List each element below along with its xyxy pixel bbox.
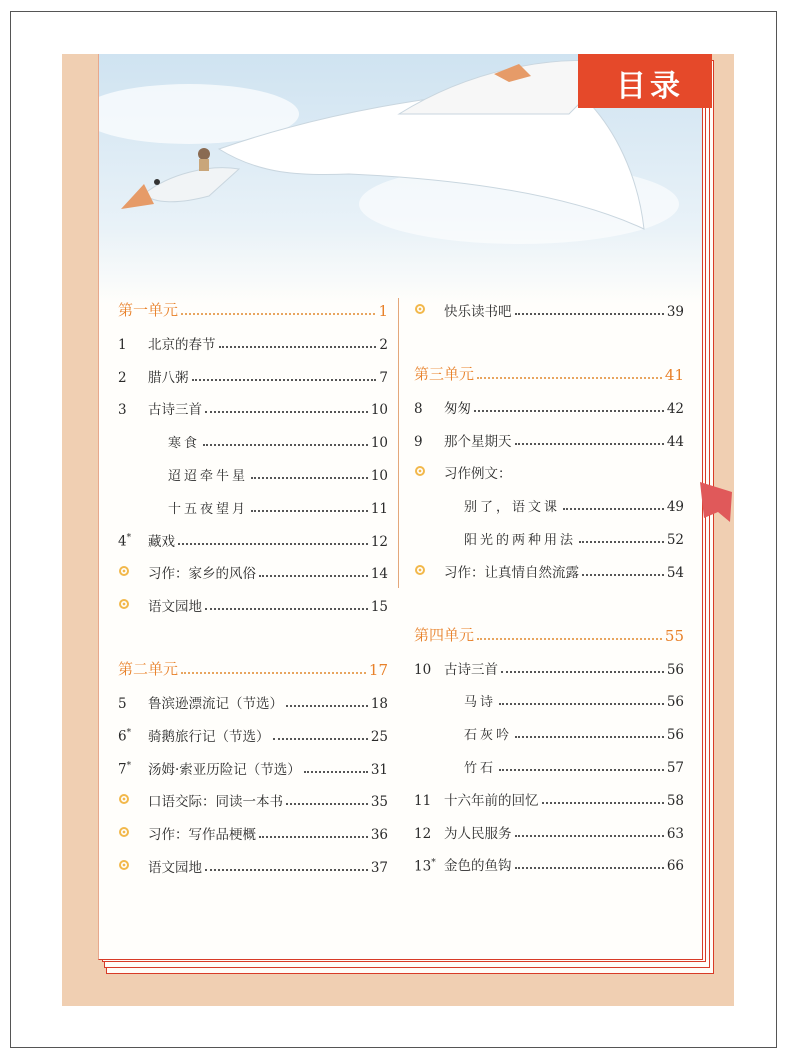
dot-leader <box>203 443 368 446</box>
toc-entry[interactable] <box>118 394 388 418</box>
entry-title: 石灰吟 <box>464 728 513 744</box>
dot-leader <box>259 574 368 577</box>
entry-title: 快乐读书吧 <box>444 304 512 320</box>
toc-entry[interactable] <box>414 491 684 515</box>
toc-entry[interactable] <box>118 721 388 745</box>
page-number: 66 <box>666 858 684 875</box>
toc-entry[interactable] <box>414 719 684 743</box>
lesson-number: 2 <box>118 369 127 386</box>
dot-leader <box>178 542 368 545</box>
dot-leader <box>304 770 368 773</box>
page-number: 44 <box>666 433 684 450</box>
page-number: 11 <box>370 500 388 517</box>
dot-leader <box>474 409 664 412</box>
entry-title: 汤姆·索亚历险记（节选） <box>148 761 301 778</box>
entry-title: 腊八粥 <box>148 369 189 386</box>
toc-unit-heading[interactable] <box>118 655 388 679</box>
toc-entry[interactable] <box>118 362 388 386</box>
entry-title: 习作：让真情自然流露 <box>444 564 579 581</box>
dot-leader <box>477 376 662 379</box>
page-number: 49 <box>666 499 684 516</box>
optional-star: * <box>126 533 132 544</box>
dot-leader <box>515 442 664 445</box>
toc-unit-heading[interactable] <box>414 360 684 384</box>
bullet-icon <box>118 790 148 810</box>
entry-title: 习作例文： <box>444 466 512 483</box>
entry-title: 第二单元 <box>118 660 179 679</box>
page-number: 63 <box>666 825 684 842</box>
entry-title: 口语交际：同读一本书 <box>148 794 283 811</box>
lesson-number: 12 <box>414 825 432 842</box>
entry-title: 为人民服务 <box>444 825 512 842</box>
lesson-number: 13* <box>414 857 436 875</box>
page-number: 39 <box>666 304 684 320</box>
bullet-icon <box>118 856 148 876</box>
toc-entry[interactable] <box>118 329 388 353</box>
lesson-number: 9 <box>414 433 423 450</box>
toc-entry[interactable] <box>414 524 684 548</box>
toc-entry[interactable] <box>118 427 388 451</box>
page-number: 41 <box>664 365 684 384</box>
entry-title: 那个星期天 <box>444 433 512 450</box>
dot-leader <box>205 410 368 413</box>
bullet-icon <box>118 595 148 615</box>
page-number: 58 <box>666 792 684 809</box>
contents-title-box <box>578 54 712 108</box>
dot-leader <box>515 866 664 869</box>
page-number: 7 <box>379 369 388 386</box>
page-number: 42 <box>666 400 684 417</box>
entry-title: 第四单元 <box>414 625 475 644</box>
contents-title: 目录 <box>616 69 684 104</box>
lesson-number: 3 <box>118 402 127 419</box>
dot-leader <box>579 540 664 543</box>
toc-unit-heading[interactable] <box>118 296 388 320</box>
dot-leader <box>515 735 664 738</box>
dot-leader <box>286 802 368 805</box>
entry-title: 藏戏 <box>148 533 175 550</box>
dot-leader <box>219 345 377 348</box>
entry-title: 迢迢牵牛星 <box>168 469 249 484</box>
entry-title: 别了，语文课 <box>464 500 561 516</box>
toc-entry[interactable] <box>118 591 388 615</box>
entry-title: 竹石 <box>464 760 497 776</box>
toc-entry[interactable] <box>118 786 388 810</box>
page-number: 56 <box>666 694 684 711</box>
dot-leader <box>515 834 664 837</box>
lesson-number: 1 <box>118 336 127 353</box>
toc-entry[interactable] <box>118 819 388 843</box>
bullet-icon <box>414 462 444 482</box>
entry-title: 金色的鱼钩 <box>444 858 512 875</box>
lesson-number: 8 <box>414 400 423 417</box>
entry-title: 寒食 <box>168 436 201 452</box>
dot-leader <box>181 671 366 674</box>
toc-entry[interactable] <box>414 654 684 678</box>
entry-title: 语文园地 <box>148 599 202 616</box>
entry-title: 习作：写作品梗概 <box>148 827 256 844</box>
page-number: 15 <box>370 599 388 616</box>
page-number: 56 <box>666 661 684 678</box>
entry-title: 阳光的两种用法 <box>464 532 577 548</box>
optional-star: * <box>431 857 436 868</box>
page-number: 18 <box>370 695 388 712</box>
entry-title: 骑鹅旅行记（节选） <box>148 728 270 745</box>
entry-title: 古诗三首 <box>444 661 498 678</box>
page-number: 10 <box>370 435 388 452</box>
lesson-number: 4* <box>118 533 132 550</box>
dot-leader <box>205 868 368 871</box>
bookmark-ribbon <box>700 482 732 522</box>
dot-leader <box>205 607 368 610</box>
page-number: 14 <box>370 566 388 583</box>
toc-entry[interactable] <box>118 526 388 550</box>
optional-star: * <box>126 761 132 772</box>
toc-entry[interactable] <box>118 460 388 484</box>
toc-entry[interactable] <box>414 752 684 776</box>
page-number: 37 <box>370 859 388 876</box>
column-divider <box>398 298 399 588</box>
page-number: 55 <box>664 626 684 645</box>
dot-leader <box>501 670 664 673</box>
toc-entry[interactable] <box>118 852 388 876</box>
page-number: 10 <box>370 468 388 484</box>
entry-title: 古诗三首 <box>148 402 202 419</box>
toc-entry[interactable] <box>414 850 684 874</box>
toc-entry[interactable] <box>118 493 388 517</box>
page-number: 57 <box>666 759 684 776</box>
page-number: 31 <box>370 761 388 778</box>
toc-entry[interactable] <box>414 296 684 320</box>
toc-entry[interactable] <box>414 458 684 482</box>
entry-title: 语文园地 <box>148 859 202 876</box>
dot-leader <box>273 737 368 740</box>
dot-leader <box>563 507 664 510</box>
entry-title: 习作：家乡的风俗 <box>148 566 256 583</box>
entry-title: 鲁滨逊漂流记（节选） <box>148 695 283 712</box>
bullet-icon <box>118 562 148 582</box>
toc-entry[interactable] <box>414 426 684 450</box>
toc-entry[interactable] <box>414 393 684 417</box>
dot-leader <box>582 573 664 576</box>
lesson-number: 7* <box>118 761 132 778</box>
dot-leader <box>259 835 368 838</box>
toc-entry[interactable] <box>414 785 684 809</box>
toc-entry[interactable] <box>414 686 684 710</box>
dot-leader <box>515 312 664 315</box>
toc-entry[interactable] <box>118 558 388 582</box>
page-number: 2 <box>379 336 388 353</box>
toc-unit-heading[interactable] <box>414 621 684 645</box>
toc-entry[interactable] <box>414 557 684 581</box>
lesson-number: 11 <box>414 792 432 809</box>
entry-title: 第三单元 <box>414 364 475 383</box>
entry-title: 十六年前的回忆 <box>444 792 539 809</box>
page-number: 56 <box>666 727 684 744</box>
dot-leader <box>192 378 377 381</box>
page-number: 10 <box>370 402 388 419</box>
lesson-number: 10 <box>414 661 432 678</box>
page-number: 25 <box>370 728 388 745</box>
entry-title: 十五夜望月 <box>168 501 249 517</box>
page-number: 12 <box>370 533 388 550</box>
dot-leader <box>286 704 368 707</box>
toc-entry[interactable] <box>118 688 388 712</box>
entry-title: 第一单元 <box>118 301 179 319</box>
page-number: 1 <box>378 302 388 320</box>
optional-star: * <box>126 728 132 739</box>
bullet-icon <box>118 823 148 843</box>
toc-entry[interactable] <box>118 754 388 778</box>
entry-title: 北京的春节 <box>148 336 216 353</box>
page-number: 17 <box>368 661 388 680</box>
page-number: 36 <box>370 827 388 844</box>
dot-leader <box>477 637 662 640</box>
dot-leader <box>251 476 368 479</box>
toc-entry[interactable] <box>414 818 684 842</box>
dot-leader <box>499 702 664 705</box>
dot-leader <box>251 509 368 512</box>
dot-leader <box>499 768 664 771</box>
page-number: 54 <box>666 564 684 581</box>
lesson-number: 5 <box>118 695 127 712</box>
page-number: 52 <box>666 531 684 548</box>
bullet-icon <box>414 300 444 320</box>
bullet-icon <box>414 561 444 581</box>
lesson-number: 6* <box>118 728 132 745</box>
entry-title: 匆匆 <box>444 400 471 417</box>
dot-leader <box>181 312 375 315</box>
entry-title: 马诗 <box>464 695 497 711</box>
dot-leader <box>542 801 664 804</box>
page-number: 35 <box>370 794 388 811</box>
